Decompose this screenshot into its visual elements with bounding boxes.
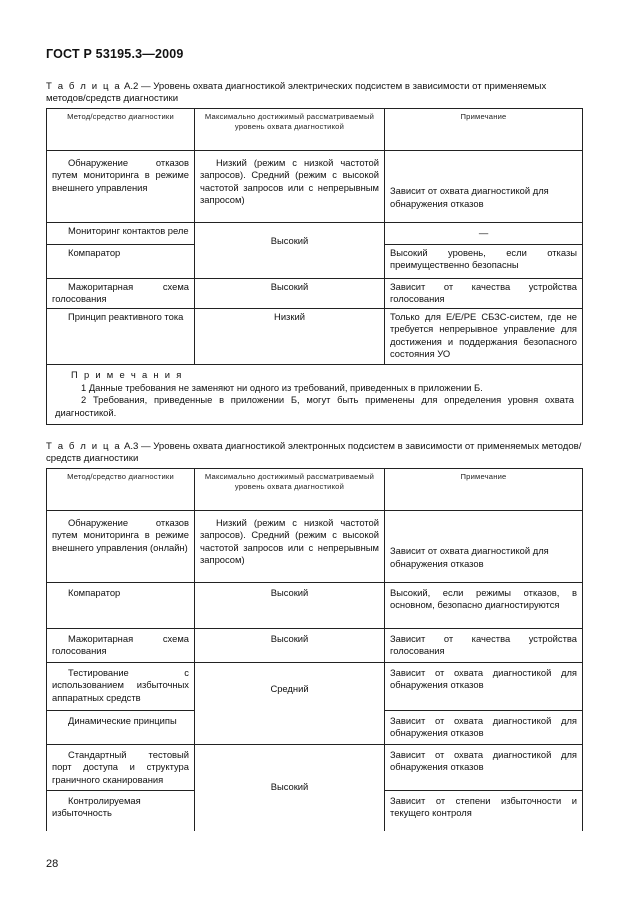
table-row — [47, 583, 583, 629]
table-row — [47, 223, 583, 245]
column-header-level: Максимально достижимый рассматриваемый уровень охвата диагностикой — [195, 109, 385, 151]
note-cell: Высокий уровень, если отказы преимущественно безопасны — [385, 245, 583, 279]
note-cell: Зависит от охвата диагностикой для обнаружения отказов — [385, 662, 583, 710]
table-row — [47, 151, 583, 223]
note-cell: Зависит от качества устройства голосования — [385, 279, 583, 309]
table-row — [47, 511, 583, 583]
note-cell: Зависит от охвата диагностикой для обнаружения отказов — [385, 744, 583, 790]
notes-title: П р и м е ч а н и я — [71, 369, 184, 380]
table-row — [47, 744, 583, 790]
level-cell-merged: Средний — [195, 662, 385, 744]
method-cell: Принцип реактивного тока — [47, 309, 195, 365]
level-cell: Низкий (режим с низкой частотой запросов). Средний (режим с высокой частотой запросов или с непрерывным запросом) — [195, 151, 385, 223]
note-cell: Зависит от охвата диагностикой для обнаружения отказов — [385, 511, 583, 583]
note-cell: Зависит от охвата диагностикой для обнаружения отказов — [385, 710, 583, 744]
table-row — [47, 279, 583, 309]
level-cell-merged: Высокий — [195, 223, 385, 279]
method-cell: Динамические принципы — [47, 710, 195, 744]
level-cell-merged: Высокий — [195, 744, 385, 830]
method-cell: Мажоритарная схема голосования — [47, 279, 195, 309]
column-header-note: Примечание — [385, 109, 583, 151]
column-header-note: Примечание — [385, 469, 583, 511]
method-cell: Стандартный тестовый порт доступа и структура граничного сканирования — [47, 744, 195, 790]
note-cell: Высокий, если режимы отказов, в основном, безопасно диагностируются — [385, 583, 583, 629]
table-a2-caption-prefix: Т а б л и ц а — [46, 81, 122, 92]
table-row — [47, 309, 583, 365]
table-row — [47, 662, 583, 710]
note-item: 2 Требования, приведенные в приложении Б, могут быть применены для определения уровня охвата диагностикой. — [55, 394, 574, 418]
note-cell: Зависит от степени избыточности и текущего контроля — [385, 791, 583, 831]
method-cell: Тестирование с использованием избыточных аппаратных средств — [47, 662, 195, 710]
table-a2-notes — [47, 365, 583, 425]
level-cell: Высокий — [195, 583, 385, 629]
column-header-level: Максимально достижимый рассматриваемый уровень охвата диагностикой — [195, 469, 385, 511]
level-cell: Высокий — [195, 629, 385, 663]
method-cell: Компаратор — [47, 583, 195, 629]
column-header-method: Метод/средство диагностики — [47, 109, 195, 151]
method-cell: Компаратор — [47, 245, 195, 279]
method-cell: Мониторинг контактов реле — [47, 223, 195, 245]
table-row — [47, 629, 583, 663]
table-a3-caption-text: А.3 — Уровень охвата диагностикой электронных подсистем в зависимости от применяемых методов/средств диагностики — [46, 441, 582, 464]
table-a3-caption — [46, 441, 586, 465]
table-a3-header-row — [47, 469, 583, 511]
page-number: 28 — [46, 858, 59, 870]
level-cell: Низкий — [195, 309, 385, 365]
note-cell: Только для Е/Е/РЕ СБЗС-систем, где не требуется непрерывное управление для достижения и поддержания безопасного состояния УО — [385, 309, 583, 365]
table-a2-header-row — [47, 109, 583, 151]
table-a3-caption-prefix: Т а б л и ц а — [46, 441, 122, 452]
note-cell: — — [385, 223, 583, 245]
level-cell: Низкий (режим с низкой частотой запросов). Средний (режим с высокой частотой запросов или с непрерывным запросом) — [195, 511, 385, 583]
table-a2-caption — [46, 81, 586, 105]
method-cell: Обнаружение отказов путем мониторинга в режиме внешнего управления — [47, 151, 195, 223]
note-cell: Зависит от охвата диагностикой для обнаружения отказов — [385, 151, 583, 223]
level-cell: Высокий — [195, 279, 385, 309]
note-item: 1 Данные требования не заменяют ни одного из требований, приведенных в приложении Б. — [81, 381, 483, 393]
method-cell: Контролируемая избыточность — [47, 791, 195, 831]
method-cell: Обнаружение отказов путем мониторинга в режиме внешнего управления (онлайн) — [47, 511, 195, 583]
note-cell: Зависит от качества устройства голосования — [385, 629, 583, 663]
method-cell: Мажоритарная схема голосования — [47, 629, 195, 663]
table-a3 — [46, 468, 583, 831]
column-header-method: Метод/средство диагностики — [47, 469, 195, 511]
table-a2 — [46, 108, 583, 425]
table-a2-caption-text: А.2 — Уровень охвата диагностикой электрических подсистем в зависимости от применяемых методов/средств диагностики — [46, 81, 547, 104]
document-header: ГОСТ Р 53195.3—2009 — [46, 47, 184, 61]
